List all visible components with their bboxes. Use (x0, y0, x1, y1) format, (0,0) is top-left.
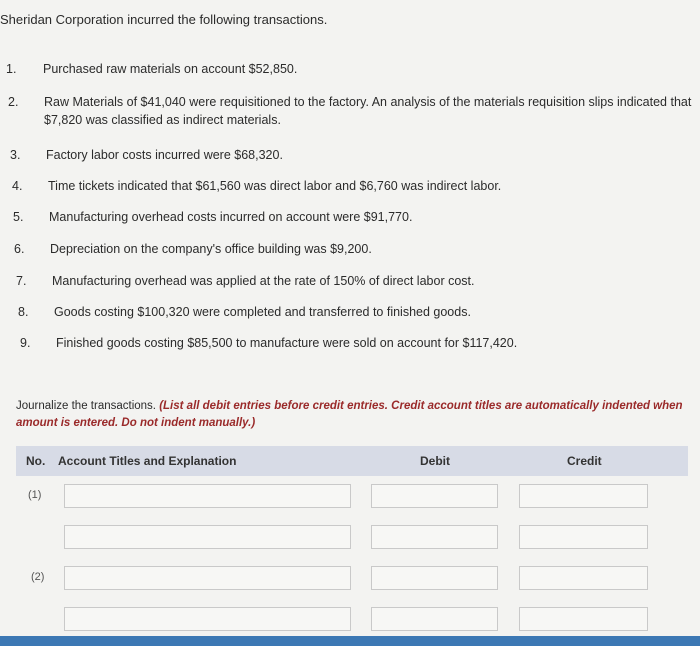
instructions (16, 398, 696, 432)
transaction-number: 6. (14, 242, 25, 256)
header-no: No. (26, 454, 46, 468)
transaction-text: Depreciation on the company's office building was $9,200. (50, 242, 372, 256)
debit-input[interactable] (371, 607, 498, 631)
transaction-number: 2. (8, 95, 19, 109)
header-account-titles: Account Titles and Explanation (58, 454, 237, 468)
transaction-text: Manufacturing overhead was applied at the rate of 150% of direct labor cost. (52, 274, 475, 288)
credit-input[interactable] (519, 484, 648, 508)
entry-number: (1) (28, 489, 42, 501)
transaction-text-continued: $7,820 was classified as indirect materials. (44, 113, 281, 127)
bottom-toolbar-strip (0, 636, 700, 646)
transaction-number: 9. (20, 336, 31, 350)
credit-input[interactable] (519, 525, 648, 549)
transaction-number: 7. (16, 274, 27, 288)
account-title-input[interactable] (64, 566, 351, 590)
header-credit: Credit (567, 454, 602, 468)
instructions-hint: (List all debit entries before credit entries. Credit account titles are automatically indented when amount is entered. Do not indent manually.) (16, 400, 683, 429)
transaction-number: 8. (18, 305, 29, 319)
transaction-text: Goods costing $100,320 were completed and transferred to finished goods. (54, 305, 471, 319)
debit-input[interactable] (371, 525, 498, 549)
transaction-number: 5. (13, 210, 24, 224)
credit-input[interactable] (519, 566, 648, 590)
account-title-input[interactable] (64, 607, 351, 631)
transaction-text: Factory labor costs incurred were $68,320. (46, 148, 283, 162)
credit-input[interactable] (519, 607, 648, 631)
transaction-number: 4. (12, 179, 23, 193)
debit-input[interactable] (371, 566, 498, 590)
problem-intro: Sheridan Corporation incurred the following transactions. (0, 12, 328, 27)
header-debit: Debit (420, 454, 450, 468)
journal-table-header (16, 446, 688, 476)
account-title-input[interactable] (64, 525, 351, 549)
transaction-text: Purchased raw materials on account $52,850. (43, 62, 298, 76)
transaction-text: Raw Materials of $41,040 were requisitioned to the factory. An analysis of the materials requisition slips indicated that (44, 95, 692, 109)
entry-number: (2) (31, 571, 45, 583)
transaction-number: 3. (10, 148, 21, 162)
transaction-text: Manufacturing overhead costs incurred on account were $91,770. (49, 210, 413, 224)
transaction-text: Finished goods costing $85,500 to manufacture were sold on account for $117,420. (56, 336, 518, 350)
debit-input[interactable] (371, 484, 498, 508)
transaction-text: Time tickets indicated that $61,560 was direct labor and $6,760 was indirect labor. (48, 179, 502, 193)
account-title-input[interactable] (64, 484, 351, 508)
transaction-number: 1. (6, 62, 17, 76)
instructions-lead: Journalize the transactions. (16, 400, 160, 412)
